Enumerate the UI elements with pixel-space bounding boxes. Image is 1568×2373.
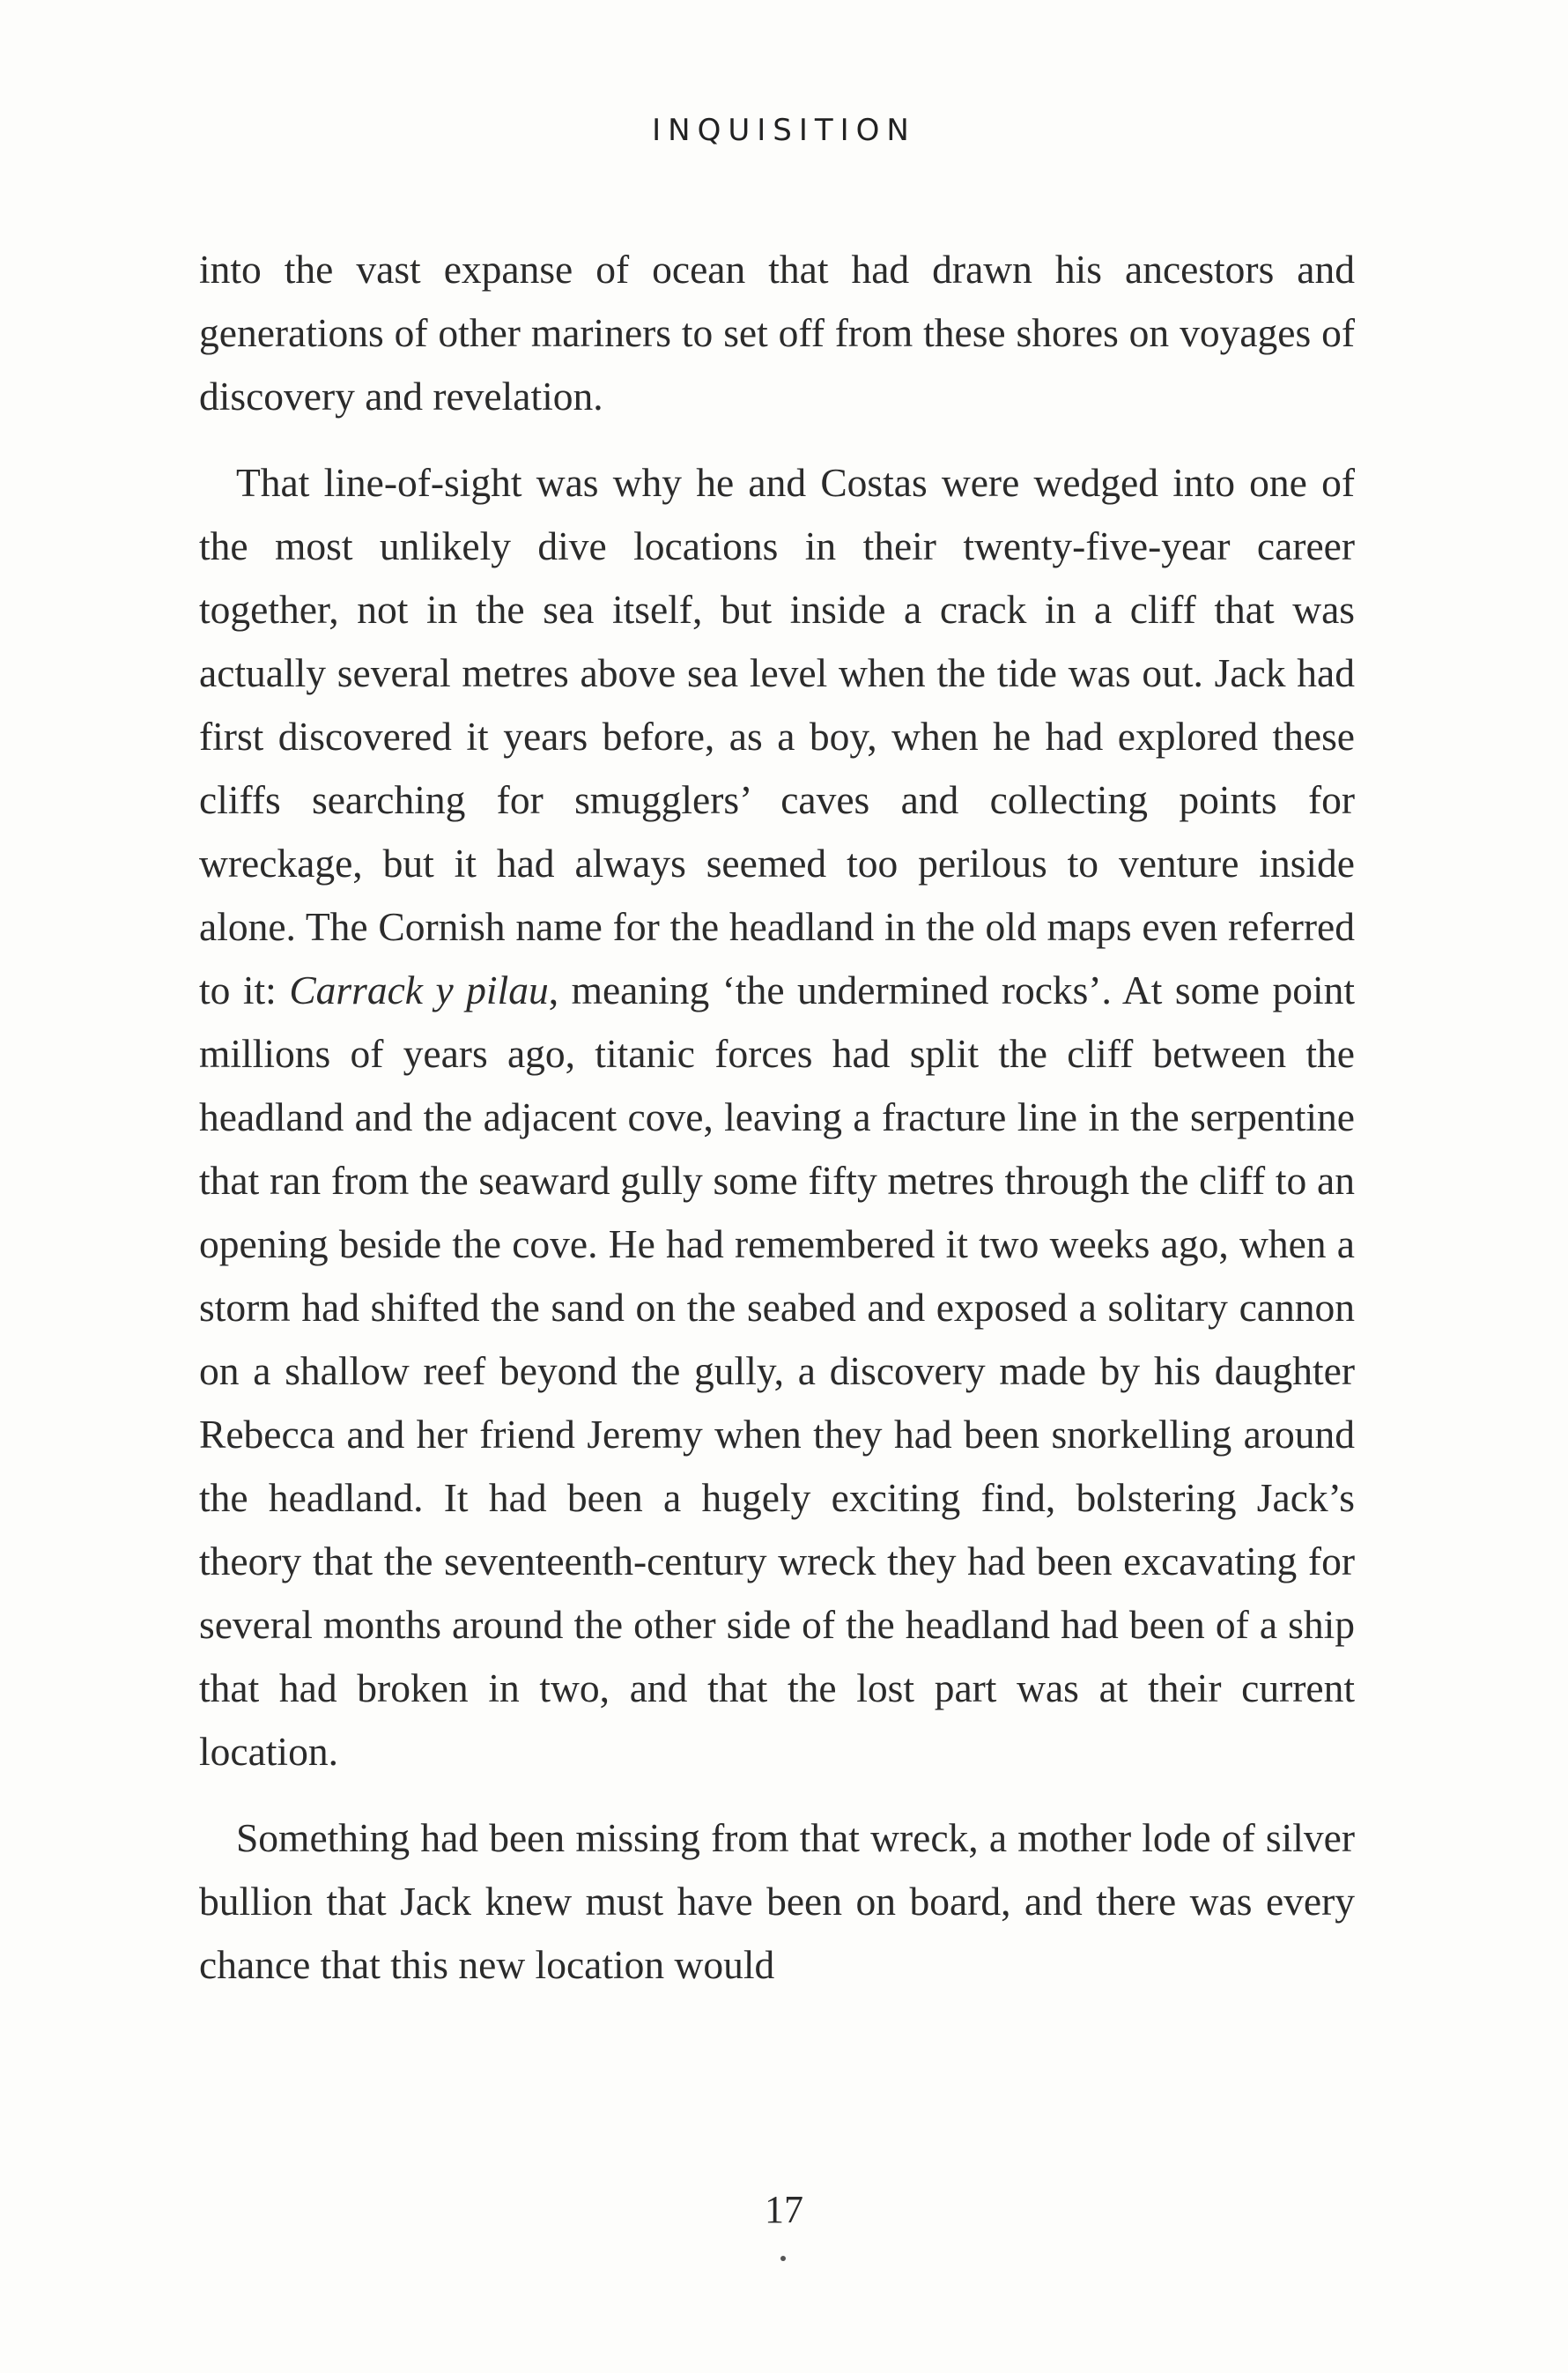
paragraph-text: into the vast expanse of ocean that had drawn his ancestors and generations of other mariners to set off from these shores on voyages of discovery and revelation. [199, 247, 1355, 419]
paragraph-line-of-sight [199, 451, 1355, 1783]
body-text [199, 238, 1355, 2020]
paragraph-text: , meaning ‘the undermined rocks’. At some point millions of years ago, titanic forces had split the cliff between the headland and the adjacent cove, leaving a fracture line in the serpentine that ran from the seaward gully some fifty metres through the cliff to an opening beside the cove. He had remembered it two weeks ago, when a storm had shifted the sand on the seabed and exposed a solitary cannon on a shallow reef beyond the gully, a discovery made by his daughter Rebecca and her friend Jeremy when they had been snorkelling around the headland. It had been a hugely exciting find, bolstering Jack’s theory that the seventeenth-century wreck they had been excavating for several months around the other side of the headland had been of a ship that had broken in two, and that the lost part was at their current location. [199, 968, 1355, 1774]
decorative-dot [780, 2256, 786, 2261]
page-number: 17 [765, 2188, 803, 2231]
paragraph-text: That line-of-sight was why he and Costas were wedged into one of the most unlikely dive locations in their twenty-five-year career together, not in the sea itself, but inside a crack in a cliff that was actually several metres above sea level when the tide was out. Jack had first discovered it years before, as a boy, when he had explored these cliffs searching for smugglers’ caves and collecting points for wreckage, but it had always seemed too perilous to venture inside alone. The Cornish name for the headland in the old maps even referred to it: [199, 460, 1355, 1012]
running-header: INQUISITION [652, 113, 916, 148]
paragraph-something-missing [199, 1806, 1355, 1997]
paragraph-continued [199, 238, 1355, 428]
paragraph-text: Something had been missing from that wreck, a mother lode of silver bullion that Jack knew must have been on board, and there was every chance that this new location would [199, 1815, 1355, 1987]
cornish-place-name: Carrack y pilau [289, 968, 549, 1012]
